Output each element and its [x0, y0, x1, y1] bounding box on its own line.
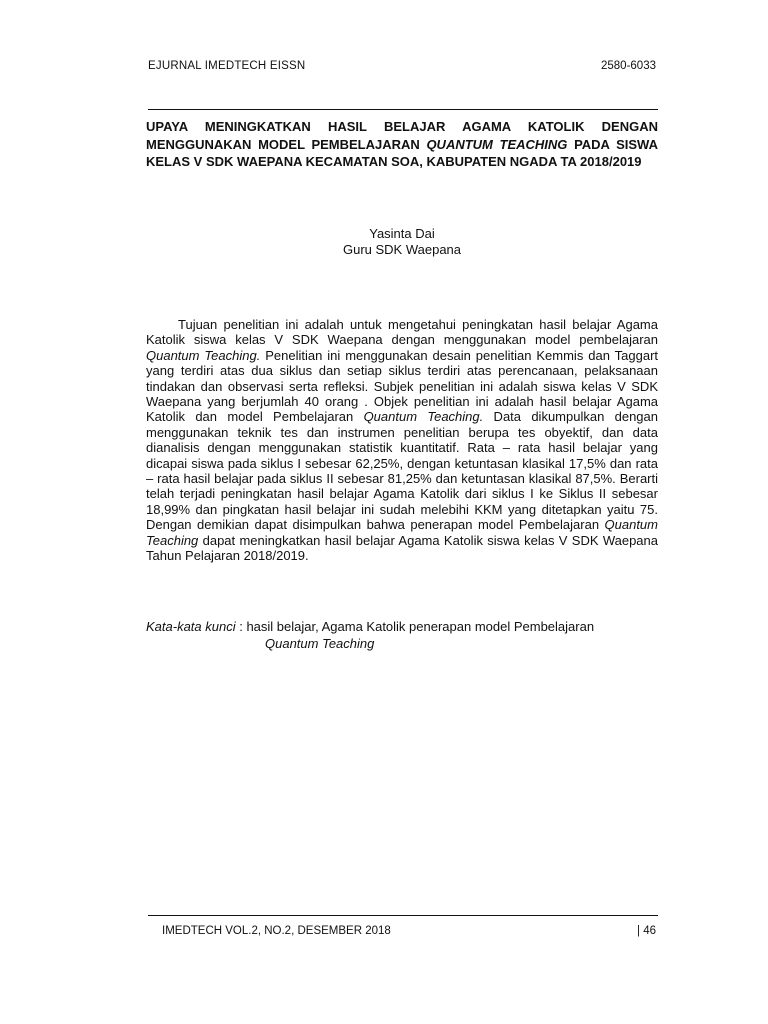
footer-rule [148, 915, 658, 916]
abstract-text-2: Penelitian ini menggunakan desain penelitian Kemmis dan Taggart yang terdiri atas dua siklus dan setiap siklus terdiri atas perencanaan, pelaksanaan tindakan dan observasi serta refleksi. Subjek penelitian ini adalah siswa kelas V SDK Waepana yang berjumlah 40 orang . Objek penelitian ini adalah hasil belajar Agama Katolik dan model Pembelajaran [146, 347, 659, 425]
keywords-separator: : [235, 619, 247, 634]
title-text-1: UPAYA MENINGKATKAN HASIL BELAJAR AGAMA KATOLIK DENGAN MENGGUNAKAN MODEL PEMBELAJARAN [146, 119, 658, 152]
abstract [146, 317, 658, 564]
running-header-issn: 2580-6033 [601, 60, 656, 72]
author-block [146, 226, 658, 257]
keywords-text: hasil belajar, Agama Katolik penerapan model Pembelajaran [246, 619, 595, 634]
abstract-italic-3: Quantum Teaching [146, 517, 658, 548]
article-title [146, 118, 658, 171]
title-text-2: PADA SISWA KELAS V SDK WAEPANA KECAMATAN SOA, KABUPATEN NGADA TA 2018/2019 [146, 136, 659, 169]
author-name: Yasinta Dai [369, 226, 435, 241]
abstract-italic-2: Quantum Teaching. [363, 409, 484, 425]
keywords-label: Kata-kata kunci [146, 619, 236, 634]
header-rule [148, 109, 658, 110]
abstract-text-1: Tujuan penelitian ini adalah untuk mengetahui peningkatan hasil belajar Agama Katolik siswa kelas V SDK Waepana dengan menggunakan model pembelajaran [146, 317, 658, 348]
keywords [146, 618, 666, 652]
running-header-journal: EJURNAL IMEDTECH EISSN [148, 60, 306, 72]
abstract-text-3: Data dikumpulkan dengan menggunakan teknik tes dan instrumen penelitian berupa tes obyektif, dan data dianalisis dengan menggunakan statistik kuantitatif. Rata – rata hasil belajar yang dicapai siswa pada siklus I sebesar 62,25%, dengan ketuntasan klasikal 17,5% dan rata – rata hasil belajar pada siklus II sebesar 81,25% dan ketuntasan klasikal 87,5%. Berarti telah terjadi peningkatan hasil belajar Agama Katolik dari siklus I ke Siklus II sebesar 18,99% dan pingkatan hasil belajar ini sudah melebihi KKM yang ditetapkan yaitu 75. Dengan demikian dapat disimpulkan bahwa penerapan model Pembelajaran [146, 409, 658, 533]
author-affiliation: Guru SDK Waepana [342, 241, 462, 257]
page-number: | 46 [637, 925, 656, 937]
keywords-text-line2: Quantum Teaching [265, 636, 375, 651]
footer-journal: IMEDTECH VOL.2, NO.2, DESEMBER 2018 [162, 925, 391, 937]
abstract-text-4: dapat meningkatkan hasil belajar Agama Katolik siswa kelas V SDK Waepana Tahun Pelajaran 2018/2019. [146, 532, 658, 564]
title-text-italic: QUANTUM TEACHING [426, 136, 568, 152]
abstract-italic-1: Quantum Teaching. [146, 347, 261, 363]
